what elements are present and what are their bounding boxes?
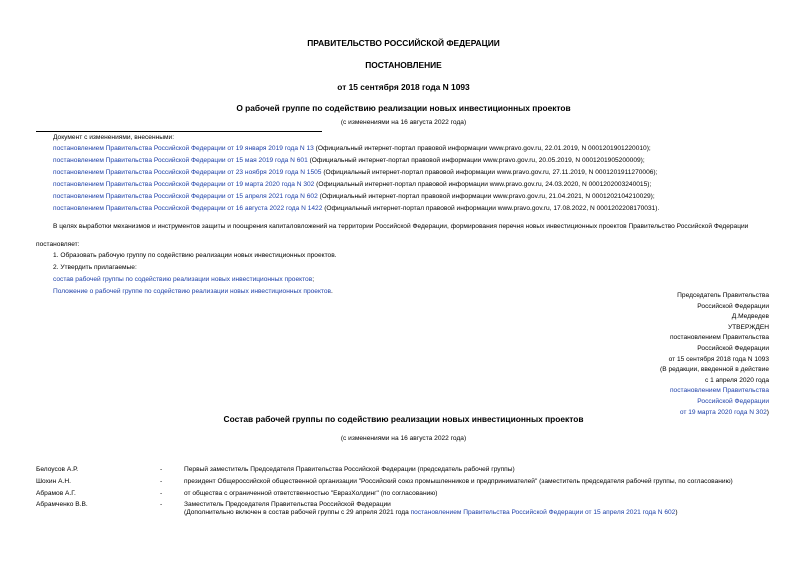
changes-divider: [36, 131, 322, 132]
approved-list-item: Положение о рабочей группе по содействию реализации новых инвестиционных проектов.: [53, 288, 333, 295]
item-2: 2. Утвердить прилагаемые:: [53, 264, 137, 271]
member-dash: -: [160, 466, 163, 473]
approval-line: (В редакции, введенной в действие: [660, 366, 769, 374]
note-link[interactable]: постановлением Правительства Российской Федерации от 15 апреля 2021 года N 602: [410, 509, 676, 516]
member-role: Заместитель Председателя Правительства Российской Федерации: [184, 501, 391, 508]
change-item: постановлением Правительства Российской Федерации от 16 августа 2022 года N 1422 (Официальный интернет-портал правовой информации www.pravo.gov.ru, 17.08.2022, N 0001202208170031).: [53, 205, 660, 212]
member-name: Белоусов А.Р.: [36, 466, 79, 473]
member-role: Первый заместитель Председателя Правительства Российской Федерации (председатель рабочей группы): [184, 466, 515, 473]
document-edition: (с изменениями на 16 августа 2022 года): [340, 119, 467, 126]
composition-link[interactable]: состав рабочей группы по содействию реализации новых инвестиционных проектов: [53, 276, 313, 283]
preamble-paragraph: В целях выработки механизмов и инструментов защиты и поощрения капиталовложений на территории Российской Федерации, формирования перечня новых инвестиционных проектов Правительство Российской Федерации: [53, 223, 749, 230]
document-type: ПОСТАНОВЛЕНИЕ: [365, 60, 442, 70]
signature-line: Российской Федерации: [697, 302, 769, 310]
signature-block: Председатель Правительства Российской Федерации Д.Медведев УТВЕРЖДЕН постановлением Правительства Российской Федерации от 15 сентября 2018 года N 1093 (В редакции, введенной в действие с 1 апреля 2020 года постановлением Правительства Российской Федерации от 19 марта 2020 года N 302): [660, 292, 769, 416]
approval-line: постановлением Правительства: [669, 334, 769, 342]
member-name: Абрамченко В.В.: [36, 501, 88, 508]
item-1: 1. Образовать рабочую группу по содействию реализации новых инвестиционных проектов.: [53, 252, 337, 259]
member-note: (Дополнительно включен в состав рабочей группы с 29 апреля 2021 года постановлением Правительства Российской Федерации от 15 апреля 2021 года N 602): [184, 509, 678, 516]
member-dash: -: [160, 478, 163, 485]
member-dash: -: [160, 501, 163, 508]
member-name: Абрамов А.Г.: [36, 490, 76, 497]
composition-title: Состав рабочей группы по содействию реализации новых инвестиционных проектов: [223, 414, 584, 424]
change-link[interactable]: постановлением Правительства Российской Федерации от 19 марта 2020 года N 302: [53, 181, 315, 188]
change-link[interactable]: постановлением Правительства Российской Федерации от 16 августа 2022 года N 1422: [53, 205, 323, 212]
changes-intro: Документ с изменениями, внесенными:: [53, 134, 175, 141]
change-link[interactable]: постановлением Правительства Российской Федерации от 15 мая 2019 года N 601: [53, 157, 308, 164]
approval-link[interactable]: Российской Федерации: [697, 397, 769, 405]
approval-line: от 15 сентября 2018 года N 1093: [668, 355, 769, 363]
change-item: постановлением Правительства Российской Федерации от 15 апреля 2021 года N 602 (Официальный интернет-портал правовой информации www.pravo.gov.ru, 21.04.2021, N 0001202104210029);: [53, 193, 655, 200]
approval-line: с 1 апреля 2020 года: [704, 376, 769, 384]
composition-edition: (с изменениями на 16 августа 2022 года): [340, 435, 467, 442]
regulation-link[interactable]: Положение о рабочей группе по содействию реализации новых инвестиционных проектов: [53, 288, 332, 295]
signature-name: Д.Медведев: [731, 313, 769, 321]
signature-line: Председатель Правительства: [677, 292, 769, 299]
change-link[interactable]: постановлением Правительства Российской Федерации от 23 ноября 2019 года N 1505: [53, 169, 322, 176]
decides-word: постановляет:: [36, 241, 80, 248]
change-link[interactable]: постановлением Правительства Российской Федерации от 19 января 2019 года N 13: [53, 145, 314, 152]
change-item: постановлением Правительства Российской Федерации от 19 января 2019 года N 13 (Официальный интернет-портал правовой информации www.pravo.gov.ru, 22.01.2019, N 0001201901220010);: [53, 145, 651, 152]
change-link[interactable]: постановлением Правительства Российской Федерации от 15 апреля 2021 года N 602: [53, 193, 318, 200]
document-date-number: от 15 сентября 2018 года N 1093: [337, 82, 470, 92]
member-role: президент Общероссийской общественной организации "Российский союз промышленников и предпринимателей" (заместитель председателя рабочей группы, по согласованию): [184, 478, 733, 485]
document-title: О рабочей группе по содействию реализации новых инвестиционных проектов: [236, 103, 571, 113]
government-name: ПРАВИТЕЛЬСТВО РОССИЙСКОЙ ФЕДЕРАЦИИ: [307, 38, 500, 48]
member-name: Шохин А.Н.: [36, 478, 71, 485]
change-item: постановлением Правительства Российской Федерации от 19 марта 2020 года N 302 (Официальный интернет-портал правовой информации www.pravo.gov.ru, 24.03.2020, N 0001202003240015);: [53, 181, 652, 188]
approved-label: УТВЕРЖДЕН: [727, 323, 769, 331]
member-role: от общества с ограниченной ответственностью "ЕвразХолдинг" (по согласованию): [184, 490, 438, 497]
change-item: постановлением Правительства Российской Федерации от 23 ноября 2019 года N 1505 (Официальный интернет-портал правовой информации www.pravo.gov.ru, 27.11.2019, N 0001201911270006);: [53, 169, 658, 176]
approval-link[interactable]: постановлением Правительства: [669, 387, 769, 395]
member-dash: -: [160, 490, 163, 497]
change-item: постановлением Правительства Российской Федерации от 15 мая 2019 года N 601 (Официальный интернет-портал правовой информации www.pravo.gov.ru, 20.05.2019, N 0001201905200009);: [53, 157, 645, 164]
approved-list-item: состав рабочей группы по содействию реализации новых инвестиционных проектов;: [53, 276, 315, 283]
approval-link[interactable]: от 19 марта 2020 года N 302: [679, 408, 767, 416]
approval-line: Российской Федерации: [697, 344, 769, 352]
